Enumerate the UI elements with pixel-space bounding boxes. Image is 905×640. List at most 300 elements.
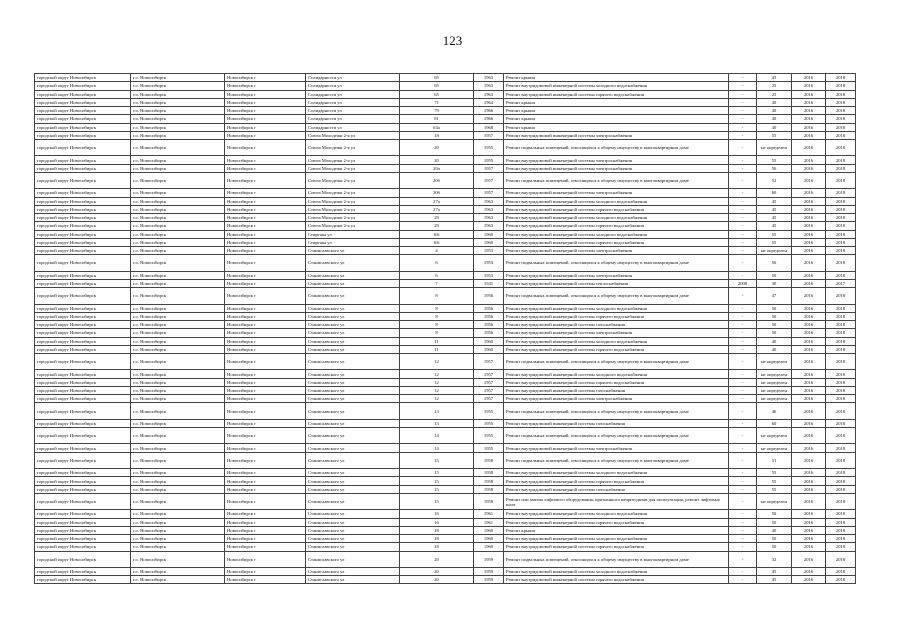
- cell-last-repair-year: -: [729, 329, 757, 337]
- cell-municipality: городской округ Новосибирск: [35, 444, 131, 452]
- cell-municipality: городской округ Новосибирск: [35, 214, 131, 222]
- cell-house-number: 71: [400, 98, 474, 106]
- cell-build-year: 1963: [474, 214, 504, 222]
- cell-house-number: 65: [400, 90, 474, 98]
- cell-house-number: 11: [400, 345, 474, 353]
- cell-plan-end-year: 2018: [826, 551, 856, 567]
- table-row: [35, 354, 856, 370]
- cell-build-year: 1955: [474, 140, 504, 156]
- cell-municipality: городской округ Новосибирск: [35, 140, 131, 156]
- cell-city: Новосибирск г: [225, 518, 306, 526]
- cell-last-repair-year: -: [729, 115, 757, 123]
- cell-city: Новосибирск г: [225, 238, 306, 246]
- cell-build-year: 1960: [474, 230, 504, 238]
- cell-plan-end-year: 2018: [826, 354, 856, 370]
- cell-plan-end-year: 2018: [826, 535, 856, 543]
- cell-city: Новосибирск г: [225, 214, 306, 222]
- cell-municipality: городской округ Новосибирск: [35, 535, 131, 543]
- cell-city: Новосибирск г: [225, 403, 306, 419]
- cell-street: Станиславского ул: [306, 345, 400, 353]
- cell-district: г.о. Новосибирск: [131, 477, 225, 485]
- cell-city: Новосибирск г: [225, 98, 306, 106]
- cell-street: Станиславского ул: [306, 386, 400, 394]
- cell-house-number: 27а: [400, 205, 474, 213]
- table-row: [35, 510, 856, 518]
- cell-build-year: 1955: [474, 156, 504, 164]
- cell-last-repair-year: -: [729, 247, 757, 255]
- cell-plan-end-year: 2018: [826, 477, 856, 485]
- cell-last-repair-year: -: [729, 230, 757, 238]
- cell-city: Новосибирск г: [225, 172, 306, 188]
- cell-last-repair-year: -: [729, 452, 757, 468]
- cell-plan-start-year: 2016: [792, 140, 826, 156]
- table-row: [35, 337, 856, 345]
- cell-district: г.о. Новосибирск: [131, 395, 225, 403]
- cell-plan-end-year: 2018: [826, 255, 856, 271]
- cell-district: г.о. Новосибирск: [131, 107, 225, 115]
- cell-district: г.о. Новосибирск: [131, 403, 225, 419]
- cell-street: Станиславского ул: [306, 403, 400, 419]
- cell-wear-percent: 50: [757, 304, 792, 312]
- cell-wear-percent: 55: [757, 477, 792, 485]
- cell-house-number: 15: [400, 469, 474, 477]
- cell-build-year: 1960: [474, 535, 504, 543]
- cell-wear-percent: 50: [757, 321, 792, 329]
- cell-municipality: городской округ Новосибирск: [35, 189, 131, 197]
- cell-street: Станиславского ул: [306, 247, 400, 255]
- cell-last-repair-year: -: [729, 477, 757, 485]
- cell-city: Новосибирск г: [225, 543, 306, 551]
- cell-district: г.о. Новосибирск: [131, 444, 225, 452]
- cell-last-repair-year: -: [729, 551, 757, 567]
- cell-street: Союза Молодежи 2-я ул: [306, 172, 400, 188]
- cell-last-repair-year: 2008: [729, 279, 757, 287]
- cell-street: Союза Молодежи 2-я ул: [306, 197, 400, 205]
- cell-plan-start-year: 2016: [792, 485, 826, 493]
- table-row: [35, 98, 856, 106]
- cell-district: г.о. Новосибирск: [131, 312, 225, 320]
- cell-municipality: городской округ Новосибирск: [35, 337, 131, 345]
- cell-street: Солидарности ул: [306, 90, 400, 98]
- cell-plan-start-year: 2016: [792, 403, 826, 419]
- cell-work-type: Ремонт внутридомовой инженерной системы газоснабжения: [504, 321, 729, 329]
- cell-plan-end-year: 2018: [826, 452, 856, 468]
- cell-plan-end-year: 2018: [826, 214, 856, 222]
- cell-work-type: Ремонт внутридомовой инженерной системы электроснабжения: [504, 164, 729, 172]
- cell-wear-percent: 55: [757, 469, 792, 477]
- table-row: [35, 189, 856, 197]
- cell-wear-percent: 45: [757, 567, 792, 575]
- cell-wear-percent: 40: [757, 345, 792, 353]
- cell-last-repair-year: -: [729, 403, 757, 419]
- cell-street: Спартака ул: [306, 238, 400, 246]
- cell-district: г.о. Новосибирск: [131, 279, 225, 287]
- cell-last-repair-year: -: [729, 526, 757, 534]
- cell-house-number: 8: [400, 321, 474, 329]
- table-row: [35, 131, 856, 139]
- cell-plan-start-year: 2016: [792, 230, 826, 238]
- cell-last-repair-year: -: [729, 131, 757, 139]
- table-row: [35, 288, 856, 304]
- cell-plan-end-year: 2018: [826, 197, 856, 205]
- cell-wear-percent: 60: [757, 189, 792, 197]
- table-row: [35, 172, 856, 188]
- cell-plan-end-year: 2018: [826, 131, 856, 139]
- cell-plan-end-year: 2018: [826, 378, 856, 386]
- cell-municipality: городской округ Новосибирск: [35, 164, 131, 172]
- cell-city: Новосибирск г: [225, 288, 306, 304]
- cell-street: Союза Молодежи 2-я ул: [306, 131, 400, 139]
- cell-district: г.о. Новосибирск: [131, 238, 225, 246]
- table-row: [35, 271, 856, 279]
- cell-street: Станиславского ул: [306, 304, 400, 312]
- cell-municipality: городской округ Новосибирск: [35, 222, 131, 230]
- cell-work-type: Ремонт внутридомовой инженерной системы горячего водоснабжения: [504, 205, 729, 213]
- cell-wear-percent: 51: [757, 452, 792, 468]
- cell-city: Новосибирск г: [225, 428, 306, 444]
- cell-municipality: городской округ Новосибирск: [35, 395, 131, 403]
- cell-house-number: 8: [400, 304, 474, 312]
- cell-district: г.о. Новосибирск: [131, 230, 225, 238]
- cell-city: Новосибирск г: [225, 107, 306, 115]
- cell-street: Станиславского ул: [306, 329, 400, 337]
- cell-plan-end-year: 2018: [826, 329, 856, 337]
- cell-plan-start-year: 2016: [792, 312, 826, 320]
- table-row: [35, 370, 856, 378]
- cell-city: Новосибирск г: [225, 567, 306, 575]
- cell-build-year: 1956: [474, 288, 504, 304]
- cell-wear-percent: 50: [757, 543, 792, 551]
- table-row: [35, 74, 856, 82]
- cell-house-number: 18: [400, 131, 474, 139]
- cell-work-type: Ремонт или замена лифтового оборудования, признанного непригодным для эксплуатации, ремонт лифтовых шахт: [504, 493, 729, 509]
- cell-build-year: 1960: [474, 526, 504, 534]
- cell-municipality: городской округ Новосибирск: [35, 485, 131, 493]
- cell-wear-percent: не определен: [757, 378, 792, 386]
- cell-plan-start-year: 2016: [792, 189, 826, 197]
- cell-street: Станиславского ул: [306, 452, 400, 468]
- cell-work-type: Ремонт подвальных помещений, относящихся к общему имуществу в многоквартирном доме: [504, 172, 729, 188]
- cell-plan-start-year: 2016: [792, 98, 826, 106]
- cell-plan-start-year: 2016: [792, 172, 826, 188]
- cell-house-number: 14: [400, 444, 474, 452]
- cell-city: Новосибирск г: [225, 395, 306, 403]
- cell-district: г.о. Новосибирск: [131, 247, 225, 255]
- cell-city: Новосибирск г: [225, 312, 306, 320]
- cell-district: г.о. Новосибирск: [131, 98, 225, 106]
- cell-city: Новосибирск г: [225, 526, 306, 534]
- cell-municipality: городской округ Новосибирск: [35, 279, 131, 287]
- table-row: [35, 469, 856, 477]
- cell-municipality: городской округ Новосибирск: [35, 493, 131, 509]
- cell-city: Новосибирск г: [225, 444, 306, 452]
- cell-district: г.о. Новосибирск: [131, 452, 225, 468]
- cell-plan-start-year: 2016: [792, 370, 826, 378]
- cell-build-year: 1957: [474, 378, 504, 386]
- cell-plan-end-year: 2018: [826, 123, 856, 131]
- table-row: [35, 395, 856, 403]
- cell-last-repair-year: -: [729, 535, 757, 543]
- cell-district: г.о. Новосибирск: [131, 74, 225, 82]
- cell-house-number: 63а: [400, 123, 474, 131]
- cell-last-repair-year: -: [729, 90, 757, 98]
- cell-build-year: 1955: [474, 403, 504, 419]
- table-row: [35, 140, 856, 156]
- cell-street: Станиславского ул: [306, 469, 400, 477]
- cell-district: г.о. Новосибирск: [131, 535, 225, 543]
- cell-wear-percent: 50: [757, 312, 792, 320]
- cell-house-number: 29: [400, 214, 474, 222]
- cell-last-repair-year: -: [729, 107, 757, 115]
- cell-plan-end-year: 2018: [826, 428, 856, 444]
- cell-wear-percent: 40: [757, 123, 792, 131]
- cell-city: Новосибирск г: [225, 354, 306, 370]
- table-row: [35, 205, 856, 213]
- table-row: [35, 386, 856, 394]
- cell-wear-percent: 40: [757, 337, 792, 345]
- cell-house-number: 12: [400, 395, 474, 403]
- cell-municipality: городской округ Новосибирск: [35, 123, 131, 131]
- cell-plan-start-year: 2016: [792, 493, 826, 509]
- cell-wear-percent: не определен: [757, 140, 792, 156]
- cell-last-repair-year: -: [729, 354, 757, 370]
- cell-street: Союза Молодежи 2-я ул: [306, 205, 400, 213]
- cell-municipality: городской округ Новосибирск: [35, 428, 131, 444]
- cell-city: Новосибирск г: [225, 164, 306, 172]
- cell-last-repair-year: -: [729, 156, 757, 164]
- cell-municipality: городской округ Новосибирск: [35, 329, 131, 337]
- cell-district: г.о. Новосибирск: [131, 82, 225, 90]
- cell-district: г.о. Новосибирск: [131, 370, 225, 378]
- cell-work-type: Ремонт крыши: [504, 107, 729, 115]
- cell-municipality: городской округ Новосибирск: [35, 247, 131, 255]
- cell-house-number: 18: [400, 535, 474, 543]
- table-row: [35, 222, 856, 230]
- cell-house-number: 8: [400, 329, 474, 337]
- cell-street: Станиславского ул: [306, 395, 400, 403]
- cell-municipality: городской округ Новосибирск: [35, 469, 131, 477]
- cell-build-year: 1953: [474, 247, 504, 255]
- cell-municipality: городской округ Новосибирск: [35, 230, 131, 238]
- cell-plan-start-year: 2016: [792, 115, 826, 123]
- cell-work-type: Ремонт внутридомовой инженерной системы горячего водоснабжения: [504, 90, 729, 98]
- cell-build-year: 1957: [474, 164, 504, 172]
- cell-city: Новосибирск г: [225, 370, 306, 378]
- cell-house-number: 13: [400, 419, 474, 427]
- cell-city: Новосибирск г: [225, 304, 306, 312]
- cell-house-number: 18: [400, 526, 474, 534]
- cell-city: Новосибирск г: [225, 271, 306, 279]
- cell-last-repair-year: -: [729, 172, 757, 188]
- cell-house-number: 6: [400, 255, 474, 271]
- cell-municipality: городской округ Новосибирск: [35, 551, 131, 567]
- cell-build-year: 1960: [474, 337, 504, 345]
- cell-street: Солидарности ул: [306, 107, 400, 115]
- cell-wear-percent: 50: [757, 329, 792, 337]
- cell-street: Станиславского ул: [306, 419, 400, 427]
- cell-plan-end-year: 2018: [826, 567, 856, 575]
- cell-build-year: 1961: [474, 518, 504, 526]
- cell-street: Станиславского ул: [306, 493, 400, 509]
- cell-street: Союза Молодежи 2-я ул: [306, 140, 400, 156]
- cell-plan-end-year: 2018: [826, 576, 856, 584]
- cell-municipality: городской округ Новосибирск: [35, 197, 131, 205]
- table-row: [35, 255, 856, 271]
- cell-house-number: 81: [400, 115, 474, 123]
- cell-wear-percent: 56: [757, 255, 792, 271]
- cell-plan-end-year: 2018: [826, 510, 856, 518]
- table-row: [35, 214, 856, 222]
- cell-work-type: Ремонт внутридомовой инженерной системы горячего водоснабжения: [504, 345, 729, 353]
- cell-wear-percent: 50: [757, 271, 792, 279]
- cell-work-type: Ремонт внутридомовой инженерной системы холодного водоснабжения: [504, 370, 729, 378]
- cell-work-type: Ремонт подвальных помещений, относящихся к общему имуществу в многоквартирном доме: [504, 403, 729, 419]
- cell-plan-end-year: 2018: [826, 345, 856, 353]
- cell-build-year: 1956: [474, 321, 504, 329]
- table-row: [35, 378, 856, 386]
- cell-street: Спартака ул: [306, 230, 400, 238]
- cell-city: Новосибирск г: [225, 419, 306, 427]
- cell-plan-start-year: 2016: [792, 510, 826, 518]
- cell-work-type: Ремонт внутридомовой инженерной системы холодного водоснабжения: [504, 82, 729, 90]
- cell-build-year: 1957: [474, 386, 504, 394]
- cell-build-year: 1958: [474, 477, 504, 485]
- cell-municipality: городской округ Новосибирск: [35, 74, 131, 82]
- cell-district: г.о. Новосибирск: [131, 140, 225, 156]
- cell-last-repair-year: -: [729, 345, 757, 353]
- cell-city: Новосибирск г: [225, 82, 306, 90]
- cell-house-number: 20а: [400, 164, 474, 172]
- cell-last-repair-year: -: [729, 238, 757, 246]
- cell-work-type: Ремонт внутридомовой инженерной системы газоснабжения: [504, 485, 729, 493]
- cell-wear-percent: не определен: [757, 354, 792, 370]
- cell-district: г.о. Новосибирск: [131, 214, 225, 222]
- cell-district: г.о. Новосибирск: [131, 493, 225, 509]
- cell-plan-start-year: 2016: [792, 567, 826, 575]
- cell-work-type: Ремонт внутридомовой инженерной системы холодного водоснабжения: [504, 304, 729, 312]
- cell-city: Новосибирск г: [225, 452, 306, 468]
- cell-wear-percent: 45: [757, 222, 792, 230]
- cell-plan-end-year: 2018: [826, 312, 856, 320]
- table-row: [35, 452, 856, 468]
- cell-build-year: 1966: [474, 115, 504, 123]
- table-row: [35, 543, 856, 551]
- cell-district: г.о. Новосибирск: [131, 304, 225, 312]
- cell-district: г.о. Новосибирск: [131, 518, 225, 526]
- cell-city: Новосибирск г: [225, 279, 306, 287]
- cell-municipality: городской округ Новосибирск: [35, 321, 131, 329]
- cell-house-number: 16: [400, 518, 474, 526]
- cell-municipality: городской округ Новосибирск: [35, 90, 131, 98]
- cell-plan-end-year: 2018: [826, 140, 856, 156]
- cell-build-year: 1959: [474, 576, 504, 584]
- cell-city: Новосибирск г: [225, 247, 306, 255]
- cell-plan-end-year: 2018: [826, 370, 856, 378]
- cell-last-repair-year: -: [729, 485, 757, 493]
- cell-build-year: 1955: [474, 428, 504, 444]
- cell-build-year: 1956: [474, 312, 504, 320]
- cell-plan-end-year: 2018: [826, 288, 856, 304]
- cell-street: Станиславского ул: [306, 510, 400, 518]
- cell-build-year: 1941: [474, 279, 504, 287]
- cell-house-number: 15: [400, 452, 474, 468]
- cell-build-year: 1958: [474, 469, 504, 477]
- cell-build-year: 1966: [474, 107, 504, 115]
- cell-build-year: 1955: [474, 444, 504, 452]
- cell-city: Новосибирск г: [225, 493, 306, 509]
- cell-street: Станиславского ул: [306, 518, 400, 526]
- cell-build-year: 1963: [474, 197, 504, 205]
- cell-plan-end-year: 2018: [826, 164, 856, 172]
- cell-city: Новосибирск г: [225, 255, 306, 271]
- cell-plan-end-year: 2018: [826, 337, 856, 345]
- cell-build-year: 1963: [474, 90, 504, 98]
- table-row: [35, 526, 856, 534]
- cell-wear-percent: 55: [757, 131, 792, 139]
- cell-wear-percent: 60: [757, 419, 792, 427]
- cell-district: г.о. Новосибирск: [131, 131, 225, 139]
- cell-street: Станиславского ул: [306, 526, 400, 534]
- cell-house-number: 29: [400, 222, 474, 230]
- cell-house-number: 12: [400, 370, 474, 378]
- cell-plan-start-year: 2016: [792, 222, 826, 230]
- cell-build-year: 1958: [474, 493, 504, 509]
- table-row: [35, 123, 856, 131]
- cell-work-type: Ремонт подвальных помещений, относящихся к общему имуществу в многоквартирном доме: [504, 452, 729, 468]
- cell-municipality: городской округ Новосибирск: [35, 115, 131, 123]
- cell-work-type: Ремонт подвальных помещений, относящихся к общему имуществу в многоквартирном доме: [504, 255, 729, 271]
- cell-district: г.о. Новосибирск: [131, 123, 225, 131]
- cell-wear-percent: 45: [757, 576, 792, 584]
- cell-city: Новосибирск г: [225, 485, 306, 493]
- cell-plan-start-year: 2016: [792, 419, 826, 427]
- cell-last-repair-year: -: [729, 189, 757, 197]
- cell-house-number: 8/6: [400, 230, 474, 238]
- cell-work-type: Ремонт внутридомовой инженерной системы холодного водоснабжения: [504, 535, 729, 543]
- cell-last-repair-year: -: [729, 337, 757, 345]
- cell-plan-start-year: 2016: [792, 576, 826, 584]
- cell-wear-percent: 45: [757, 74, 792, 82]
- cell-build-year: 1963: [474, 222, 504, 230]
- cell-wear-percent: 40: [757, 107, 792, 115]
- cell-build-year: 1960: [474, 543, 504, 551]
- cell-house-number: 11: [400, 337, 474, 345]
- cell-build-year: 1957: [474, 189, 504, 197]
- cell-plan-end-year: 2018: [826, 98, 856, 106]
- cell-house-number: 15: [400, 485, 474, 493]
- cell-wear-percent: 50: [757, 535, 792, 543]
- cell-plan-start-year: 2016: [792, 214, 826, 222]
- cell-house-number: 16: [400, 510, 474, 518]
- cell-wear-percent: 40: [757, 526, 792, 534]
- cell-street: Союза Молодежи 2-я ул: [306, 189, 400, 197]
- cell-wear-percent: 45: [757, 205, 792, 213]
- cell-house-number: 8: [400, 288, 474, 304]
- cell-street: Станиславского ул: [306, 567, 400, 575]
- cell-district: г.о. Новосибирск: [131, 271, 225, 279]
- cell-plan-end-year: 2017: [826, 279, 856, 287]
- cell-plan-start-year: 2016: [792, 354, 826, 370]
- cell-wear-percent: 45: [757, 197, 792, 205]
- cell-municipality: городской округ Новосибирск: [35, 477, 131, 485]
- cell-last-repair-year: -: [729, 428, 757, 444]
- cell-plan-end-year: 2018: [826, 485, 856, 493]
- table-row: [35, 304, 856, 312]
- cell-plan-start-year: 2016: [792, 304, 826, 312]
- cell-street: Станиславского ул: [306, 551, 400, 567]
- cell-house-number: 20: [400, 567, 474, 575]
- cell-district: г.о. Новосибирск: [131, 543, 225, 551]
